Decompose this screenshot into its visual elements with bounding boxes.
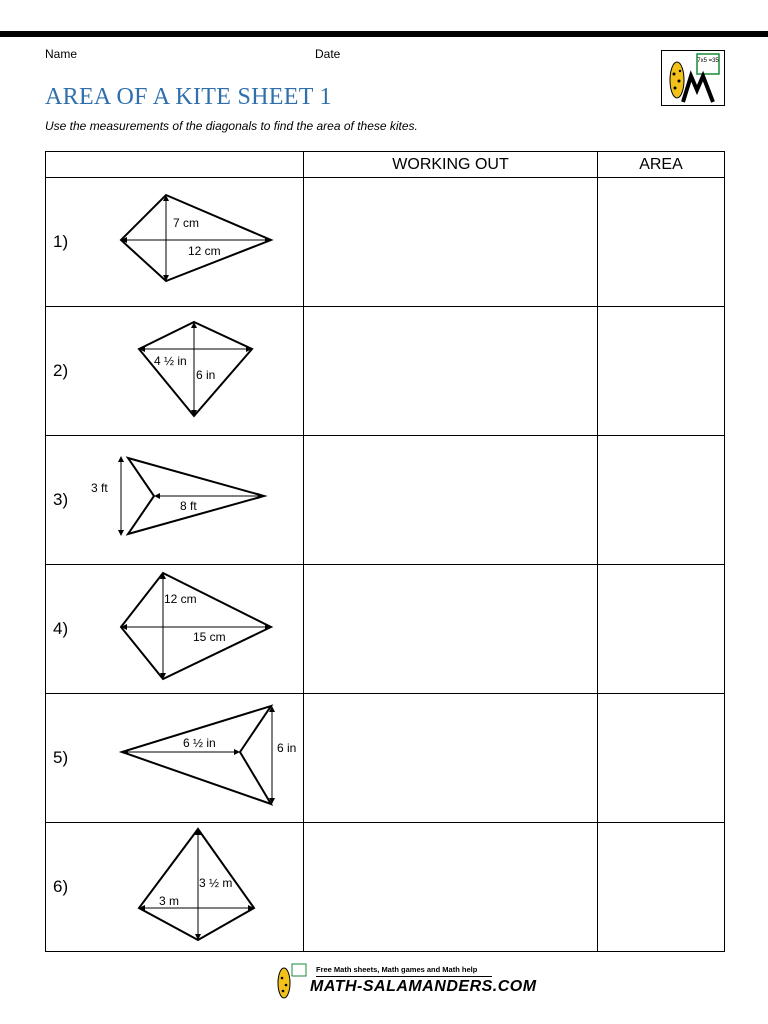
- question-number: 6): [53, 877, 69, 896]
- table-row: [46, 307, 725, 436]
- table-row: [46, 436, 725, 565]
- area-cell: [598, 823, 725, 952]
- working-out-cell: [304, 565, 598, 694]
- column-header-area: AREA: [598, 152, 725, 178]
- working-out-cell: [304, 178, 598, 307]
- question-number: 4): [53, 619, 69, 638]
- diagonal-label: 12 cm: [188, 244, 221, 258]
- column-header: [46, 152, 304, 178]
- footer-divider: [316, 976, 492, 977]
- table-row: [46, 178, 725, 307]
- diagonal-label: 7 cm: [173, 216, 200, 230]
- diagonal-label: 15 cm: [193, 630, 226, 644]
- diagonal-label: 3 ft: [91, 481, 108, 495]
- footer-brand-name: MATH-SALAMANDERS.COM: [310, 978, 537, 995]
- diagonal-label: 12 cm: [164, 592, 197, 606]
- table-header-row: [46, 152, 725, 178]
- worksheet-table: [45, 151, 725, 952]
- table-row: [46, 823, 725, 952]
- date-label: Date: [315, 47, 341, 61]
- question-cell: [46, 694, 304, 823]
- instructions: Use the measurements of the diagonals to find the area of these kites.: [45, 119, 418, 133]
- name-label: Name: [45, 47, 78, 61]
- working-out-cell: [304, 823, 598, 952]
- diagonal-label: 6 ½ in: [183, 736, 216, 750]
- diagonal-label: 3 m: [159, 894, 180, 908]
- page-title: AREA OF A KITE SHEET 1: [45, 84, 332, 110]
- question-number: 3): [53, 490, 69, 509]
- question-number: 1): [53, 232, 69, 251]
- table-row: [46, 694, 725, 823]
- kite-diagram: [46, 178, 304, 306]
- question-cell: [46, 823, 304, 952]
- kite-diagram: [46, 307, 304, 435]
- area-cell: [598, 178, 725, 307]
- column-header-working-out: WORKING OUT: [304, 152, 598, 178]
- diagonal-label: 6 in: [277, 741, 297, 755]
- area-cell: [598, 565, 725, 694]
- salamander-icon: [270, 961, 310, 1001]
- area-cell: [598, 436, 725, 565]
- salamander-logo: [661, 50, 725, 106]
- diagonal-label: 3 ½ m: [199, 876, 233, 890]
- kite-diagram: [46, 823, 304, 951]
- diagonal-label: 4 ½ in: [154, 354, 187, 368]
- working-out-cell: [304, 694, 598, 823]
- kite-diagram: [46, 565, 304, 693]
- table-row: [46, 565, 725, 694]
- question-cell: [46, 436, 304, 565]
- question-number: 2): [53, 361, 69, 380]
- diagonal-label: 6 in: [196, 368, 216, 382]
- footer-brand-logo: [270, 961, 537, 1003]
- working-out-cell: [304, 307, 598, 436]
- area-cell: [598, 694, 725, 823]
- question-number: 5): [53, 748, 69, 767]
- question-cell: [46, 307, 304, 436]
- kite-diagram: [46, 436, 304, 564]
- top-rule: [0, 31, 768, 37]
- working-out-cell: [304, 436, 598, 565]
- question-cell: [46, 565, 304, 694]
- footer-tagline: Free Math sheets, Math games and Math help: [316, 965, 478, 974]
- logo-badge: 7x5 =35: [697, 58, 719, 64]
- kite-diagram: [46, 694, 304, 822]
- diagonal-label: 8 ft: [180, 499, 197, 513]
- question-cell: [46, 178, 304, 307]
- area-cell: [598, 307, 725, 436]
